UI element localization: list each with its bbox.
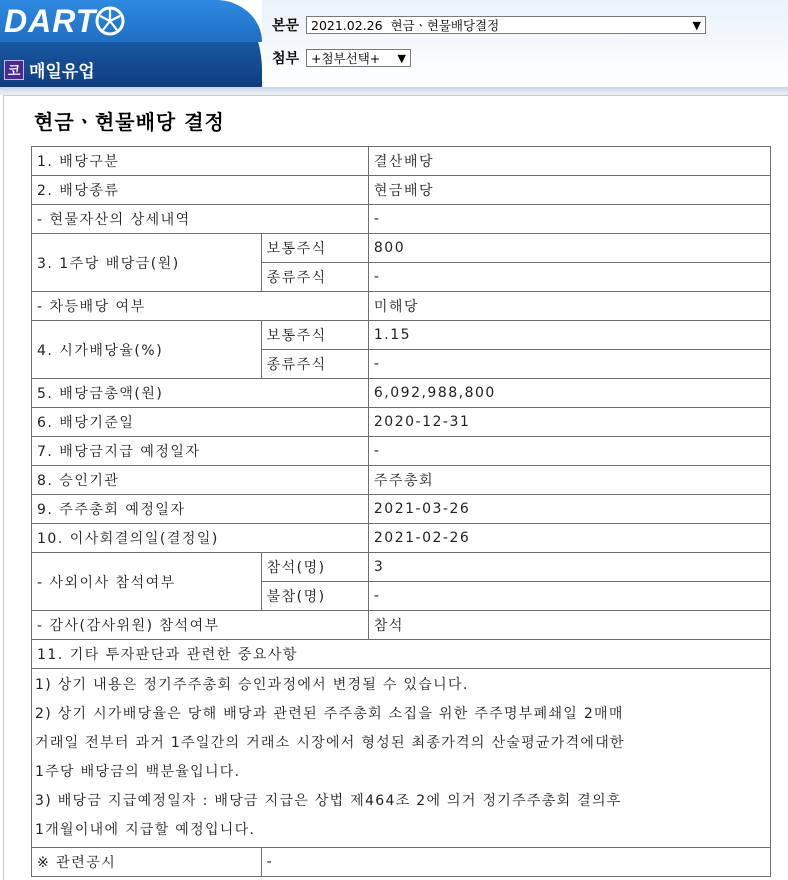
row-value: 6,092,988,800: [368, 379, 770, 408]
row-sublabel: 참석(명): [261, 553, 368, 582]
row-label: 9. 주주총회 예정일자: [32, 495, 369, 524]
table-row: [32, 176, 771, 205]
body-label: 본문: [272, 18, 300, 34]
body-select-value: 2021.02.26 현금ㆍ현물배당결정: [311, 18, 500, 33]
note-line: 1주당 배당금의 백분율입니다.: [35, 764, 241, 780]
row-value: 3: [368, 553, 770, 582]
row-label: - 사외이사 참석여부: [32, 553, 262, 611]
row-sublabel: 종류주식: [261, 350, 368, 379]
note-line: 1) 상기 내용은 정기주주총회 승인과정에서 변경될 수 있습니다.: [35, 677, 469, 693]
row-value: 2021-03-26: [368, 495, 770, 524]
row-label: 6. 배당기준일: [32, 408, 369, 437]
note-line: 3) 배당금 지급예정일자 : 배당금 지급은 상법 제464조 2에 의거 정기주주총회 결의후: [35, 793, 622, 809]
row-label: 4. 시가배당율(%): [32, 321, 262, 379]
notes-cell: [32, 669, 771, 848]
table-row: [32, 437, 771, 466]
row-label: 1. 배당구분: [32, 147, 369, 176]
row-value: 1.15: [368, 321, 770, 350]
row-label: - 감사(감사위원) 참석여부: [32, 611, 369, 640]
company-info: [4, 57, 95, 82]
table-row: [32, 292, 771, 321]
table-row: [32, 408, 771, 437]
row-label: 2. 배당종류: [32, 176, 369, 205]
row-label: 10. 이사회결의일(결정일): [32, 524, 369, 553]
row-value: 현금배당: [368, 176, 770, 205]
row-label: 5. 배당금총액(원): [32, 379, 369, 408]
header-controls-panel: [262, 0, 788, 87]
document-content: [3, 95, 788, 880]
table-row: [32, 466, 771, 495]
table-row: [32, 553, 771, 582]
note-line: 2) 상기 시가배당율은 당해 배당과 관련된 주주총회 소집을 위한 주주명부폐쇄일 2매매: [35, 706, 624, 722]
row-sublabel: 불참(명): [261, 582, 368, 611]
attach-label: 첨부: [272, 51, 300, 67]
table-row: [32, 234, 771, 263]
row-value: -: [368, 205, 770, 234]
row-value: -: [368, 437, 770, 466]
table-row: [32, 205, 771, 234]
company-name[interactable]: 매일유업: [29, 62, 95, 82]
row-label: 3. 1주당 배당금(원): [32, 234, 262, 292]
attach-select-row: [272, 48, 411, 68]
chevron-down-icon: ▼: [692, 18, 701, 32]
notes-row: [32, 669, 771, 848]
row-value: 2021-02-26: [368, 524, 770, 553]
row-sublabel: 종류주식: [261, 263, 368, 292]
row-value: 미해당: [368, 292, 770, 321]
table-row: [32, 524, 771, 553]
header: [0, 0, 788, 87]
note-line: 1개월이내에 지급할 예정입니다.: [35, 822, 256, 838]
table-row: [32, 321, 771, 350]
table-row: [32, 611, 771, 640]
row-label: - 현물자산의 상세내역: [32, 205, 369, 234]
row-value: 참석: [368, 611, 770, 640]
note-line: 거래일 전부터 과거 1주일간의 거래소 시장에서 형성된 최종가격의 산술평균가격에대한: [35, 735, 625, 751]
logo-text: DART: [4, 2, 97, 39]
attach-select[interactable]: [306, 49, 411, 67]
row-label: 7. 배당금지급 예정일자: [32, 437, 369, 466]
row-label: ※ 관련공시: [32, 848, 262, 877]
row-value: 2020-12-31: [368, 408, 770, 437]
body-select-row: [272, 15, 706, 35]
chevron-down-icon: ▼: [397, 51, 406, 65]
table-row: [32, 640, 771, 669]
row-value: 800: [368, 234, 770, 263]
page-title: 현금ㆍ현물배당 결정: [34, 110, 225, 134]
row-value: 주주총회: [368, 466, 770, 495]
disclosure-table: [31, 146, 771, 877]
row-label: - 차등배당 여부: [32, 292, 369, 321]
table-row: [32, 379, 771, 408]
row-value: 결산배당: [368, 147, 770, 176]
row-value: -: [368, 263, 770, 292]
table-row: [32, 495, 771, 524]
row-label: 11. 기타 투자판단과 관련한 중요사항: [32, 640, 771, 669]
row-label: 8. 승인기관: [32, 466, 369, 495]
dart-logo[interactable]: [4, 3, 126, 39]
logo-swirl-icon: [94, 5, 126, 37]
row-value: -: [368, 582, 770, 611]
attach-select-value: +첨부선택+: [311, 51, 381, 66]
table-row: [32, 147, 771, 176]
header-divider: [0, 87, 788, 95]
header-brand-panel: [0, 0, 262, 87]
row-sublabel: 보통주식: [261, 234, 368, 263]
table-row: [32, 848, 771, 877]
kosdaq-badge-icon: 코: [4, 60, 24, 80]
row-sublabel: 보통주식: [261, 321, 368, 350]
row-value: -: [261, 848, 770, 877]
row-value: -: [368, 350, 770, 379]
body-select[interactable]: [306, 16, 706, 34]
